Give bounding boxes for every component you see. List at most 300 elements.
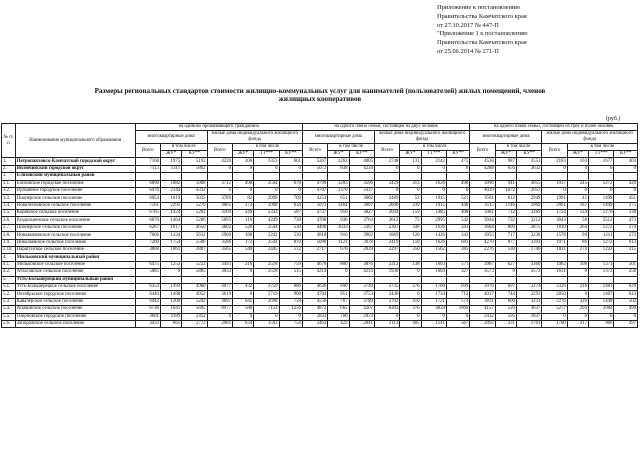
municipality-name: Корякское сельское поселение: [15, 210, 135, 217]
value-cell: [400, 254, 421, 261]
value-cell: 6476: [135, 187, 160, 194]
row-number: 3.3.: [2, 195, 16, 202]
value-cell: 264: [567, 224, 588, 231]
value-cell: 1262: [328, 158, 349, 165]
g3-mkd-total: Всего: [470, 143, 495, 158]
value-cell: 627: [495, 261, 516, 268]
table-row: [2, 276, 638, 283]
value-cell: 567: [446, 320, 469, 327]
value-cell: 0: [374, 313, 399, 320]
value-cell: [160, 254, 181, 261]
value-cell: 3169: [207, 210, 232, 217]
header-line-2: Правительства Камчатского края: [437, 12, 527, 20]
value-cell: 94: [567, 232, 588, 239]
header-line-1: Приложение к постановлению: [437, 4, 521, 11]
row-number: 3.6.: [2, 217, 16, 224]
value-cell: 1464: [328, 202, 349, 209]
value-cell: 643: [614, 291, 638, 298]
table-row: [2, 291, 638, 298]
value-cell: 0: [421, 313, 446, 320]
resolution-header: [437, 4, 637, 57]
value-cell: 0: [400, 313, 421, 320]
value-cell: 4960: [182, 284, 207, 291]
value-cell: 3212: [516, 217, 541, 224]
municipality-name: Атласовское сельское поселение: [15, 269, 135, 276]
value-cell: 634: [279, 202, 302, 209]
value-cell: 1626: [421, 180, 446, 187]
value-cell: 2518: [254, 269, 279, 276]
value-cell: 629: [614, 284, 638, 291]
value-cell: 131: [400, 158, 421, 165]
value-cell: 5072: [302, 165, 327, 172]
value-cell: 1746: [516, 247, 541, 254]
value-cell: 3955: [470, 232, 495, 239]
value-cell: 3987: [470, 261, 495, 268]
value-cell: 3789: [349, 298, 374, 305]
value-cell: 651: [328, 195, 349, 202]
value-cell: [160, 173, 181, 180]
value-cell: 3393: [516, 239, 541, 246]
value-cell: 206: [232, 158, 253, 165]
value-cell: 4704: [302, 291, 327, 298]
value-cell: 877: [495, 239, 516, 246]
value-cell: [542, 173, 567, 180]
title-line-2: жилищных кооперативов: [278, 95, 362, 104]
table-row: [2, 165, 638, 172]
value-cell: 7066: [135, 232, 160, 239]
value-cell: 276: [400, 284, 421, 291]
value-cell: 313: [400, 180, 421, 187]
value-cell: 2717: [302, 247, 327, 254]
value-cell: 2297: [374, 247, 399, 254]
value-cell: 0: [400, 269, 421, 276]
value-cell: 1464: [160, 217, 181, 224]
row-number: 3.2.: [2, 187, 16, 194]
value-cell: 1734: [421, 291, 446, 298]
value-cell: 3619: [207, 291, 232, 298]
table-row: [2, 306, 638, 313]
g1-ind-tt: ТТ***: [254, 150, 279, 157]
value-cell: [614, 173, 638, 180]
g2-ind-zhu: ЖУ*: [400, 150, 421, 157]
value-cell: 5802: [182, 165, 207, 172]
value-cell: 1780: [542, 320, 567, 327]
value-cell: 5090: [302, 239, 327, 246]
value-cell: 1121: [328, 239, 349, 246]
value-cell: 612: [495, 195, 516, 202]
value-cell: 1485: [421, 210, 446, 217]
value-cell: 4707: [302, 187, 327, 194]
table-row: [2, 232, 638, 239]
col-name-header: Наименование муниципального образования: [15, 124, 135, 158]
value-cell: [516, 254, 541, 261]
value-cell: 1061: [160, 247, 181, 254]
value-cell: 1434: [160, 232, 181, 239]
value-cell: 3684: [470, 224, 495, 231]
title-line-1: Размеры региональных стандартов стоимости жилищно-коммунальных услуг для нанимателей (пользователей) жилых помещений, членов: [94, 87, 546, 95]
row-number: 4.1.: [2, 261, 16, 268]
value-cell: 0: [542, 165, 567, 172]
value-cell: 900: [279, 291, 302, 298]
value-cell: 2518: [254, 261, 279, 268]
unit-label: (руб.): [606, 116, 621, 122]
value-cell: 709: [279, 195, 302, 202]
value-cell: 502: [614, 298, 638, 305]
g1-ind-incl: в том числе: [232, 143, 302, 150]
municipality-name: Петропавловск-Камчатский городской округ: [15, 158, 135, 165]
table-row: [2, 202, 638, 209]
value-cell: [232, 276, 253, 283]
value-cell: 2050: [542, 291, 567, 298]
value-cell: [182, 173, 207, 180]
value-cell: [374, 173, 399, 180]
table-row: [2, 247, 638, 254]
value-cell: 103: [567, 158, 588, 165]
g1-mkd-zhu: ЖУ*: [160, 150, 181, 157]
value-cell: 2445: [254, 247, 279, 254]
value-cell: 2600: [374, 202, 399, 209]
value-cell: 2044: [374, 210, 399, 217]
municipality-name: Вилючинский городской округ: [15, 165, 135, 172]
value-cell: 2833: [302, 313, 327, 320]
value-cell: 3565: [207, 247, 232, 254]
col-num-header: № п/п: [2, 124, 16, 158]
g2-mkd-zhu: ЖУ*: [328, 150, 349, 157]
value-cell: 600: [495, 298, 516, 305]
value-cell: 1626: [421, 239, 446, 246]
value-cell: 2759: [254, 284, 279, 291]
value-cell: 187: [567, 202, 588, 209]
value-cell: 3273: [516, 284, 541, 291]
value-cell: 2312: [374, 261, 399, 268]
value-cell: 490: [232, 180, 253, 187]
value-cell: 1603: [421, 269, 446, 276]
value-cell: 2698: [254, 298, 279, 305]
value-cell: 3033: [207, 269, 232, 276]
value-cell: 634: [232, 320, 253, 327]
value-cell: 2041: [349, 320, 374, 327]
value-cell: 5277: [542, 306, 567, 313]
value-cell: 1882: [160, 180, 181, 187]
row-number: 5.5.: [2, 313, 16, 320]
value-cell: 376: [400, 306, 421, 313]
value-cell: 4700: [302, 217, 327, 224]
value-cell: 473: [614, 217, 638, 224]
value-cell: 3970: [470, 284, 495, 291]
row-number: 5.: [2, 276, 16, 283]
value-cell: 613: [614, 239, 638, 246]
row-number: 5.6.: [2, 320, 16, 327]
municipality-name: Вулканное городское поселение: [15, 187, 135, 194]
g1-ind-total: Всего: [207, 143, 232, 158]
g2-ind-ku: КУ**: [446, 150, 469, 157]
value-cell: 338: [400, 224, 421, 231]
value-cell: 385: [446, 247, 469, 254]
value-cell: 343: [446, 224, 469, 231]
value-cell: 2772: [182, 320, 207, 327]
g3-ind-header: жилые дома индивидуального жилищного фонда: [542, 131, 638, 143]
value-cell: 1930: [374, 269, 399, 276]
value-cell: 759: [279, 261, 302, 268]
value-cell: [495, 254, 516, 261]
municipality-name: Новоавачинское сельское поселение: [15, 232, 135, 239]
value-cell: 108: [567, 261, 588, 268]
value-cell: 2748: [374, 158, 399, 165]
value-cell: 3981: [470, 210, 495, 217]
value-cell: 75: [400, 217, 421, 224]
value-cell: 1424: [160, 210, 181, 217]
value-cell: 0: [567, 187, 588, 194]
table-row: [2, 284, 638, 291]
value-cell: [374, 254, 399, 261]
value-cell: 4097: [207, 298, 232, 305]
value-cell: 3561: [470, 195, 495, 202]
value-cell: [232, 173, 253, 180]
value-cell: 2039: [349, 247, 374, 254]
value-cell: 3902: [349, 232, 374, 239]
value-cell: 3632: [516, 165, 541, 172]
value-cell: [182, 254, 207, 261]
value-cell: 1272: [588, 224, 613, 231]
value-cell: 41: [567, 195, 588, 202]
value-cell: 2291: [160, 202, 181, 209]
value-cell: 4400: [302, 224, 327, 231]
value-cell: 1991: [542, 195, 567, 202]
value-cell: 3238: [516, 232, 541, 239]
g3-ind-tt: ТТ***: [588, 150, 613, 157]
value-cell: 497: [614, 320, 638, 327]
value-cell: 3055: [516, 180, 541, 187]
value-cell: 886: [279, 284, 302, 291]
value-cell: 6303: [374, 306, 399, 313]
value-cell: 530: [279, 224, 302, 231]
value-cell: 1270: [588, 210, 613, 217]
value-cell: 82: [232, 195, 253, 202]
value-cell: 3360: [516, 261, 541, 268]
value-cell: 0: [446, 165, 469, 172]
value-cell: 587: [279, 210, 302, 217]
value-cell: 6705: [135, 210, 160, 217]
value-cell: 1982: [542, 261, 567, 268]
value-cell: 1448: [588, 298, 613, 305]
value-cell: 2981: [207, 320, 232, 327]
value-cell: 2719: [254, 291, 279, 298]
value-cell: 1889: [374, 232, 399, 239]
value-cell: 4630: [302, 284, 327, 291]
value-cell: 571: [446, 298, 469, 305]
value-cell: 0: [542, 313, 567, 320]
value-cell: 0: [567, 269, 588, 276]
value-cell: 916: [328, 232, 349, 239]
value-cell: 656: [495, 165, 516, 172]
value-cell: 2073: [349, 313, 374, 320]
value-cell: 6736: [135, 306, 160, 313]
value-cell: 1373: [588, 261, 613, 268]
value-cell: 2544: [254, 239, 279, 246]
value-cell: 0: [374, 187, 399, 194]
value-cell: 3601: [135, 313, 160, 320]
value-cell: 595: [495, 313, 516, 320]
value-cell: 3551: [516, 158, 541, 165]
value-cell: 1617: [160, 224, 181, 231]
value-cell: 2702: [374, 298, 399, 305]
value-cell: 3831: [470, 298, 495, 305]
value-cell: 3996: [470, 180, 495, 187]
table-row: [2, 224, 638, 231]
value-cell: 5206: [182, 217, 207, 224]
value-cell: 4818: [302, 232, 327, 239]
value-cell: 3876: [349, 261, 374, 268]
value-cell: 6442: [135, 298, 160, 305]
value-cell: 0: [400, 291, 421, 298]
value-cell: 3602: [349, 195, 374, 202]
value-cell: 4253: [302, 195, 327, 202]
value-cell: 0: [207, 165, 232, 172]
value-cell: 744: [495, 291, 516, 298]
value-cell: 294: [567, 306, 588, 313]
municipality-name: Пионерское сельское поселение: [15, 195, 135, 202]
municipality-name: Усть-Большерецкое сельское поселение: [15, 284, 135, 291]
value-cell: 966: [588, 320, 613, 327]
value-cell: 1837: [516, 313, 541, 320]
value-cell: 403: [614, 158, 638, 165]
table-row: [2, 180, 638, 187]
value-cell: 1915: [421, 202, 446, 209]
g3-ind-zhu: ЖУ*: [567, 150, 588, 157]
value-cell: 405: [400, 320, 421, 327]
value-cell: 758: [279, 298, 302, 305]
value-cell: 4005: [207, 202, 232, 209]
value-cell: [254, 173, 279, 180]
value-cell: [542, 254, 567, 261]
g3-ind-total: Всего: [542, 143, 567, 158]
g3-mkd-ku: КУ**: [516, 150, 541, 157]
value-cell: 665: [328, 306, 349, 313]
municipality-name: Озерновское городское поселение: [15, 313, 135, 320]
group-three-header: на одного члена семьи, состоящей из трех и более человек: [470, 124, 638, 131]
value-cell: 2144: [160, 187, 181, 194]
row-number: 3.7.: [2, 224, 16, 231]
value-cell: 239: [400, 202, 421, 209]
value-cell: 4249: [254, 217, 279, 224]
value-cell: 641: [232, 298, 253, 305]
value-cell: 951: [328, 291, 349, 298]
value-cell: 5222: [182, 261, 207, 268]
value-cell: 542: [446, 217, 469, 224]
value-cell: [207, 254, 232, 261]
value-cell: 315: [614, 247, 638, 254]
municipality-name: Мильковское сельское поселение: [15, 261, 135, 268]
value-cell: 936: [328, 217, 349, 224]
value-cell: 683: [446, 239, 469, 246]
value-cell: [349, 173, 374, 180]
g2-mkd-total: Всего: [302, 143, 327, 158]
value-cell: 1603: [421, 261, 446, 268]
value-cell: 1626: [421, 224, 446, 231]
value-cell: 678: [279, 180, 302, 187]
value-cell: 0: [614, 313, 638, 320]
table-row: [2, 298, 638, 305]
value-cell: 730: [279, 217, 302, 224]
value-cell: [446, 173, 469, 180]
header-line-6: от 25.06.2014 № 271-П: [437, 47, 499, 55]
value-cell: 4270: [470, 239, 495, 246]
value-cell: 0: [588, 165, 613, 172]
value-cell: 5193: [182, 158, 207, 165]
value-cell: 987: [495, 158, 516, 165]
g3-mkd-zhu: ЖУ*: [495, 150, 516, 157]
table-row: [2, 269, 638, 276]
value-cell: 0: [614, 187, 638, 194]
value-cell: 2242: [254, 232, 279, 239]
value-cell: 1141: [421, 320, 446, 327]
value-cell: 1272: [588, 180, 613, 187]
value-cell: [254, 276, 279, 283]
value-cell: 572: [279, 247, 302, 254]
value-cell: 1761: [516, 320, 541, 327]
value-cell: 1631: [542, 269, 567, 276]
value-cell: 1915: [421, 195, 446, 202]
value-cell: 3573: [470, 269, 495, 276]
row-number: 3.9.: [2, 239, 16, 246]
value-cell: 661: [279, 158, 302, 165]
g3-mkd-header: многоквартирные дома: [470, 131, 542, 143]
value-cell: 274: [567, 247, 588, 254]
value-cell: 809: [495, 224, 516, 231]
table-row: [2, 261, 638, 268]
value-cell: 571: [446, 261, 469, 268]
value-cell: 331: [495, 320, 516, 327]
value-cell: 1937: [542, 180, 567, 187]
value-cell: 2092: [470, 320, 495, 327]
value-cell: [135, 173, 160, 180]
value-cell: 712: [446, 291, 469, 298]
value-cell: 274: [614, 224, 638, 231]
table-row: [2, 217, 638, 224]
g2-mkd-ku: КУ**: [349, 150, 374, 157]
value-cell: [232, 254, 253, 261]
value-cell: 530: [279, 232, 302, 239]
value-cell: 3868: [135, 247, 160, 254]
table-row: [2, 239, 638, 246]
value-cell: 5695: [182, 306, 207, 313]
value-cell: 1578: [542, 232, 567, 239]
value-cell: 317: [567, 320, 588, 327]
value-cell: [302, 173, 327, 180]
value-cell: 116: [232, 217, 253, 224]
value-cell: 3712: [207, 180, 232, 187]
value-cell: [349, 254, 374, 261]
municipality-name: Раздольненское сельское поселение: [15, 217, 135, 224]
value-cell: 3607: [349, 202, 374, 209]
value-cell: 2512: [588, 217, 613, 224]
value-cell: 1499: [588, 195, 613, 202]
g1-mkd-total: Всего: [135, 143, 160, 158]
value-cell: 0: [374, 165, 399, 172]
value-cell: 1068: [446, 306, 469, 313]
value-cell: 0: [254, 313, 279, 320]
value-cell: 0: [207, 187, 232, 194]
g1-ind-zhu: ЖУ*: [232, 150, 253, 157]
municipality-name: Николаевское сельское поселение: [15, 239, 135, 246]
value-cell: [135, 276, 160, 283]
value-cell: 501: [614, 261, 638, 268]
municipality-name: Паратунское сельское поселение: [15, 247, 135, 254]
g1-mkd-ku: КУ**: [182, 150, 207, 157]
row-number: 1.: [2, 158, 16, 165]
value-cell: [207, 173, 232, 180]
row-number: 4.: [2, 254, 16, 261]
